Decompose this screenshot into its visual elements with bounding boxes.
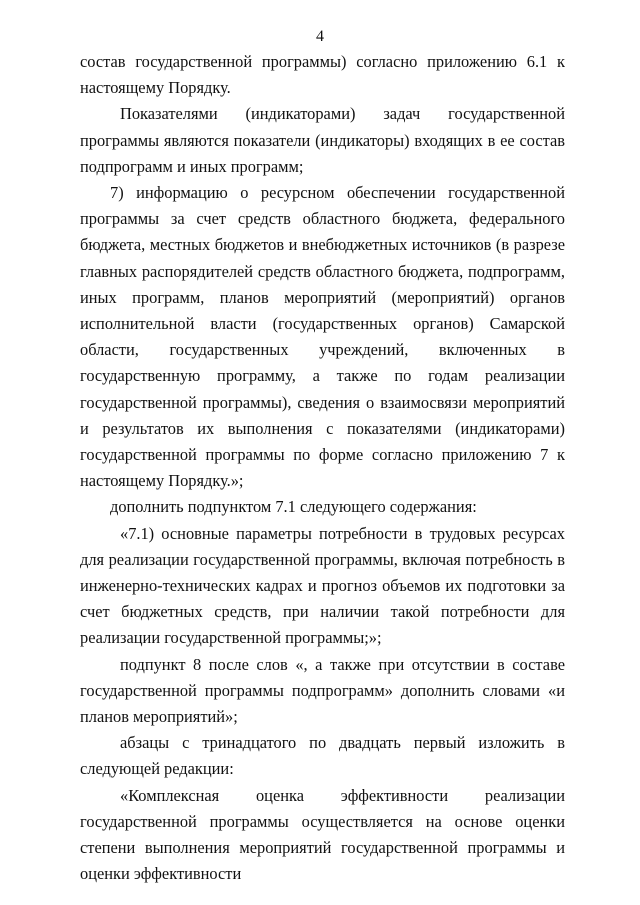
- paragraph-complex-assessment: «Комплексная оценка эффективности реализации государственной программы осуществляется на основе оценки степени выполнения мероприятий государственной программы и оценки эффективности: [80, 785, 565, 884]
- paragraph-item-8: подпункт 8 после слов «, а также при отсутствии в составе государственной программы подпрограмм» дополнить словами «и планов мероприятий»;: [80, 654, 565, 727]
- paragraph-item-7-1: «7.1) основные параметры потребности в трудовых ресурсах для реализации государственной программы, включая потребность в инженерно-технических кадрах и прогноз объемов их подготовки за счет бюджетных средств, при наличии такой потребности для реализации государственной программы;»;: [80, 523, 565, 648]
- paragraph-continuation: состав государственной программы) согласно приложению 6.1 к настоящему Порядку.: [80, 52, 565, 98]
- document-body: [80, 49, 565, 888]
- paragraph-item-7: 7) информацию о ресурсном обеспечении государственной программы за счет средств областного бюджета, федерального бюджета, местных бюджетов и внебюджетных источников (в разрезе главных распорядителей средств областного бюджета, подпрограмм, иных программ, планов мероприятий (мероприятий) органов исполнительной власти (государственных органов) Самарской области, государственных учреждений, включенных в государственную программу, а также по годам реализации государственной программы), сведения о взаимосвязи мероприятий и результатов их выполнения с показателями (индикаторами) государственной программы по форме согласно приложению 7 к настоящему Порядку.»;: [80, 183, 565, 491]
- page-number: 4: [316, 28, 324, 45]
- paragraph-add-subitem: дополнить подпунктом 7.1 следующего содержания:: [110, 497, 477, 517]
- paragraph-indicators: Показателями (индикаторами) задач государственной программы являются показатели (индикаторы) входящих в ее состав подпрограмм и иных программ;: [80, 104, 565, 176]
- paragraph-abzatsy: абзацы с тринадцатого по двадцать первый изложить в следующей редакции:: [80, 733, 565, 779]
